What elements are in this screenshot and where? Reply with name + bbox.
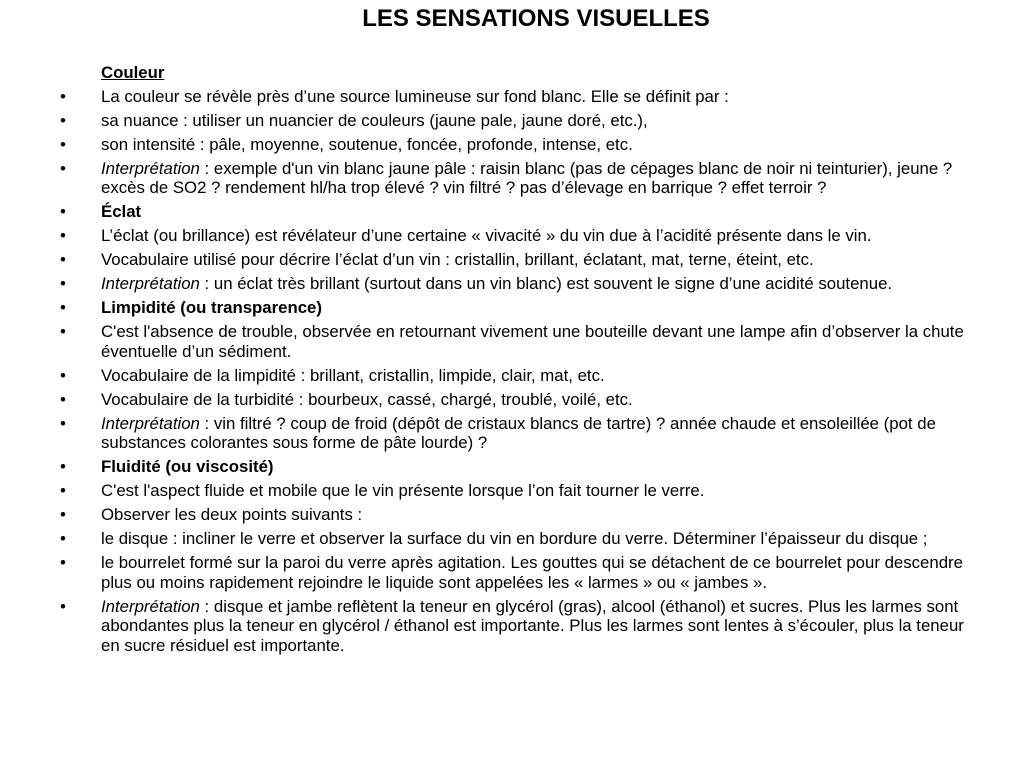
- list-item: [60, 597, 970, 656]
- interpretation-label: Interprétation: [101, 596, 200, 616]
- bullet-marker: •: [60, 110, 66, 130]
- bullet-marker: •: [60, 226, 66, 245]
- bullet-marker: •: [60, 298, 66, 317]
- list-item: [60, 505, 970, 525]
- list-item: [60, 481, 970, 501]
- bullet-marker: •: [60, 250, 66, 269]
- item-text: sa nuance : utiliser un nuancier de couleurs (jaune pale, jaune doré, etc.),: [101, 110, 648, 130]
- item-text: Vocabulaire utilisé pour décrire l’éclat d’un vin : cristallin, brillant, éclatant, mat, terne, éteint, etc.: [101, 250, 814, 269]
- interpretation-text: : un éclat très brillant (surtout dans un vin blanc) est souvent le signe d’une acidité soutenue.: [199, 274, 893, 293]
- interpretation-text: : exemple d'un vin blanc jaune pâle : raisin blanc (pas de cépages blanc de noir ni teinturier), jeune ? excès de SO2 ? rendement hl/ha trop élevé ? vin filtré ? pas d’élevage en barrique ? effet terroir ?: [101, 158, 953, 197]
- list-item: [60, 366, 970, 386]
- bullet-marker: •: [60, 202, 66, 221]
- section-heading-item: [60, 457, 970, 477]
- section-heading-item: [60, 298, 970, 318]
- list-item: [60, 390, 970, 410]
- section-heading: Limpidité (ou transparence): [101, 298, 322, 317]
- bullet-marker: •: [60, 274, 66, 293]
- interpretation-text: : disque et jambe reflètent la teneur en glycérol (gras), alcool (éthanol) et sucres. Plus les larmes sont abondantes plus la teneur en glycérol / éthanol est importante. Plus les larmes sont lentes à s’écouler, plus la teneur en sucre résiduel est importante.: [101, 596, 964, 655]
- item-text: Observer les deux points suivants :: [101, 505, 363, 524]
- list-item: [60, 87, 970, 107]
- item-text: son intensité : pâle, moyenne, soutenue, foncée, profonde, intense, etc.: [101, 134, 633, 154]
- bullet-marker: •: [60, 86, 66, 106]
- slide-content: [60, 63, 970, 660]
- interpretation-label: Interprétation: [101, 158, 200, 178]
- bullet-marker: •: [60, 365, 66, 385]
- bullet-marker: •: [60, 158, 66, 178]
- section-heading: Fluidité (ou viscosité): [101, 457, 274, 476]
- bullet-marker: •: [60, 389, 66, 409]
- interpretation-label: Interprétation: [101, 413, 200, 433]
- list-item: [60, 135, 970, 155]
- list-item: [60, 159, 970, 198]
- item-text: La couleur se révèle près d’une source lumineuse sur fond blanc. Elle se définit par :: [101, 86, 729, 106]
- item-text: C'est l'absence de trouble, observée en retournant vivement une bouteille devant une lampe afin d’observer la chute éventuelle d’un sédiment.: [101, 322, 964, 361]
- section-heading-item: [60, 202, 970, 222]
- bullet-list: [60, 87, 970, 656]
- bullet-marker: •: [60, 505, 66, 524]
- section-heading: Éclat: [101, 202, 142, 221]
- list-item: [60, 274, 970, 294]
- bullet-marker: •: [60, 322, 66, 341]
- bullet-marker: •: [60, 596, 66, 616]
- item-text: L’éclat (ou brillance) est révélateur d’une certaine « vivacité » du vin due à l’acidité présente dans le vin.: [101, 226, 872, 245]
- list-item: [60, 529, 970, 549]
- item-text: le bourrelet formé sur la paroi du verre après agitation. Les gouttes qui se détachent de ce bourrelet pour descendre plus ou moins rapidement rejoindre le liquide sont appelées les « larmes » ou « jambes ».: [101, 553, 963, 592]
- page-title: LES SENSATIONS VISUELLES: [362, 5, 710, 32]
- list-item: [60, 111, 970, 131]
- bullet-marker: •: [60, 413, 66, 433]
- item-text: C'est l'aspect fluide et mobile que le vin présente lorsque l’on fait tourner le verre.: [101, 481, 705, 500]
- item-text: Vocabulaire de la turbidité : bourbeux, cassé, chargé, troublé, voilé, etc.: [101, 389, 633, 409]
- item-text: le disque : incliner le verre et observer la surface du vin en bordure du verre. Déterminer l’épaisseur du disque ;: [101, 529, 928, 548]
- list-item: [60, 250, 970, 270]
- interpretation-label: Interprétation: [101, 274, 200, 293]
- section-heading-couleur: Couleur: [101, 63, 165, 82]
- item-text: Vocabulaire de la limpidité : brillant, cristallin, limpide, clair, mat, etc.: [101, 365, 605, 385]
- interpretation-text: : vin filtré ? coup de froid (dépôt de cristaux blancs de tartre) ? année chaude et ensoleillée (pot de substances colorantes sous forme de pâte lourde) ?: [101, 413, 936, 452]
- list-item: [60, 414, 970, 453]
- list-item: [60, 322, 970, 361]
- bullet-marker: •: [60, 457, 66, 476]
- bullet-marker: •: [60, 529, 66, 548]
- bullet-marker: •: [60, 134, 66, 154]
- list-item: [60, 226, 970, 246]
- list-item: [60, 553, 970, 592]
- bullet-marker: •: [60, 553, 66, 572]
- bullet-marker: •: [60, 481, 66, 500]
